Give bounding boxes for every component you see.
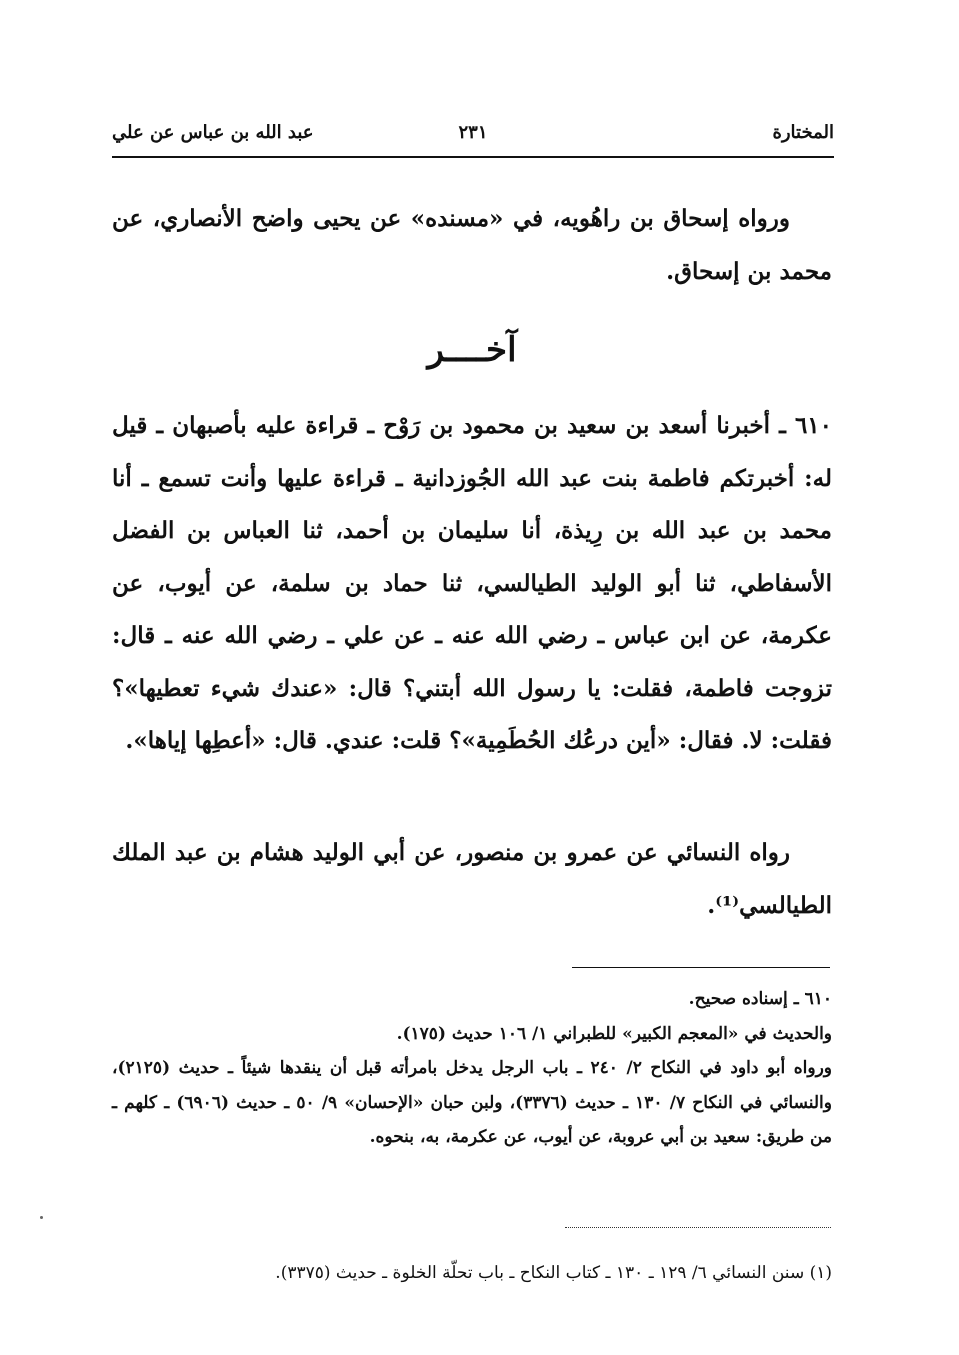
running-header: [112, 118, 834, 154]
footnotes-block: [112, 982, 832, 1155]
page-number: ٢٣١: [458, 122, 488, 143]
dotted-separator: [565, 1227, 831, 1228]
header-rule: [112, 156, 834, 158]
chapter-title: عبد الله بن عباس عن علي: [112, 122, 314, 143]
footnote-1: (١) سنن النسائي ٦/ ١٢٩ ـ ١٣٠ ـ كتاب النكاح ـ باب تحلّة الخلوة ـ حديث (٣٣٧٥).: [275, 1263, 832, 1283]
paragraph-riwaya: ورواه إسحاق بن راهُويه، في «مسنده» عن يحيى واضح الأنصاري، عن محمد بن إسحاق.: [112, 205, 832, 285]
paragraph-nasai: رواه النسائي عن عمرو بن منصور، عن أبي الوليد هشام بن عبد الملك الطيالسي⁽¹⁾.: [112, 839, 832, 919]
book-title: المختارة: [772, 122, 834, 143]
hadith-610: ٦١٠ ـ أخبرنا أسعد بن سعيد بن محمود بن رَوْح ـ قراءة عليه بأصبهان ـ قيل له: أخبرتكم فاطمة بنت عبد الله الجُوزدانية ـ قراءة عليها وأنت تسمع ـ أنا محمد بن عبد الله بن رِيذة، أنا سليمان بن أحمد، ثنا العباس بن الفضل الأسفاطي، ثنا أبو الوليد الطيالسي، ثنا حماد بن سلمة، عن أيوب، عن عكرمة، عن ابن عباس ـ رضي الله عنه ـ عن علي ـ رضي الله عنه ـ قال: تزوجت فاطمة، فقلت: يا رسول الله أبتني؟ قال: «عندك شيء تعطيها»؟ فقلت: لا. فقال: «أين درعُك الحُطَمِية»؟ قلت: عندي. قال: «أعطِها إياها».: [112, 412, 832, 754]
footnote-separator: [572, 967, 830, 968]
footnote-line: ورواه أبو داود في النكاح ٢/ ٢٤٠ ـ باب الرجل يدخل بامرأته قبل أن ينقدها شيئاً ـ حديث (٢١٢٥)، والنسائي في النكاح ٧/ ١٣٠ ـ حديث (٣٣٧٦)، ولبن حبان «الإحسان» ٩/ ٥٠ ـ حديث (٦٩٠٦) ـ كلهم ـ من طريق: سعيد بن أبي عروبة، عن أيوب، عن عكرمة، به، بنحوه.: [112, 1058, 832, 1147]
section-heading: آخــــر: [427, 330, 517, 370]
scan-speck: [40, 1216, 43, 1219]
footnote-line: ٦١٠ ـ إسناده صحيح.: [688, 989, 832, 1009]
footnote-line: والحديث في «المعجم الكبير» للطبراني ١/ ١٠٦ حديث (١٧٥).: [396, 1023, 832, 1044]
